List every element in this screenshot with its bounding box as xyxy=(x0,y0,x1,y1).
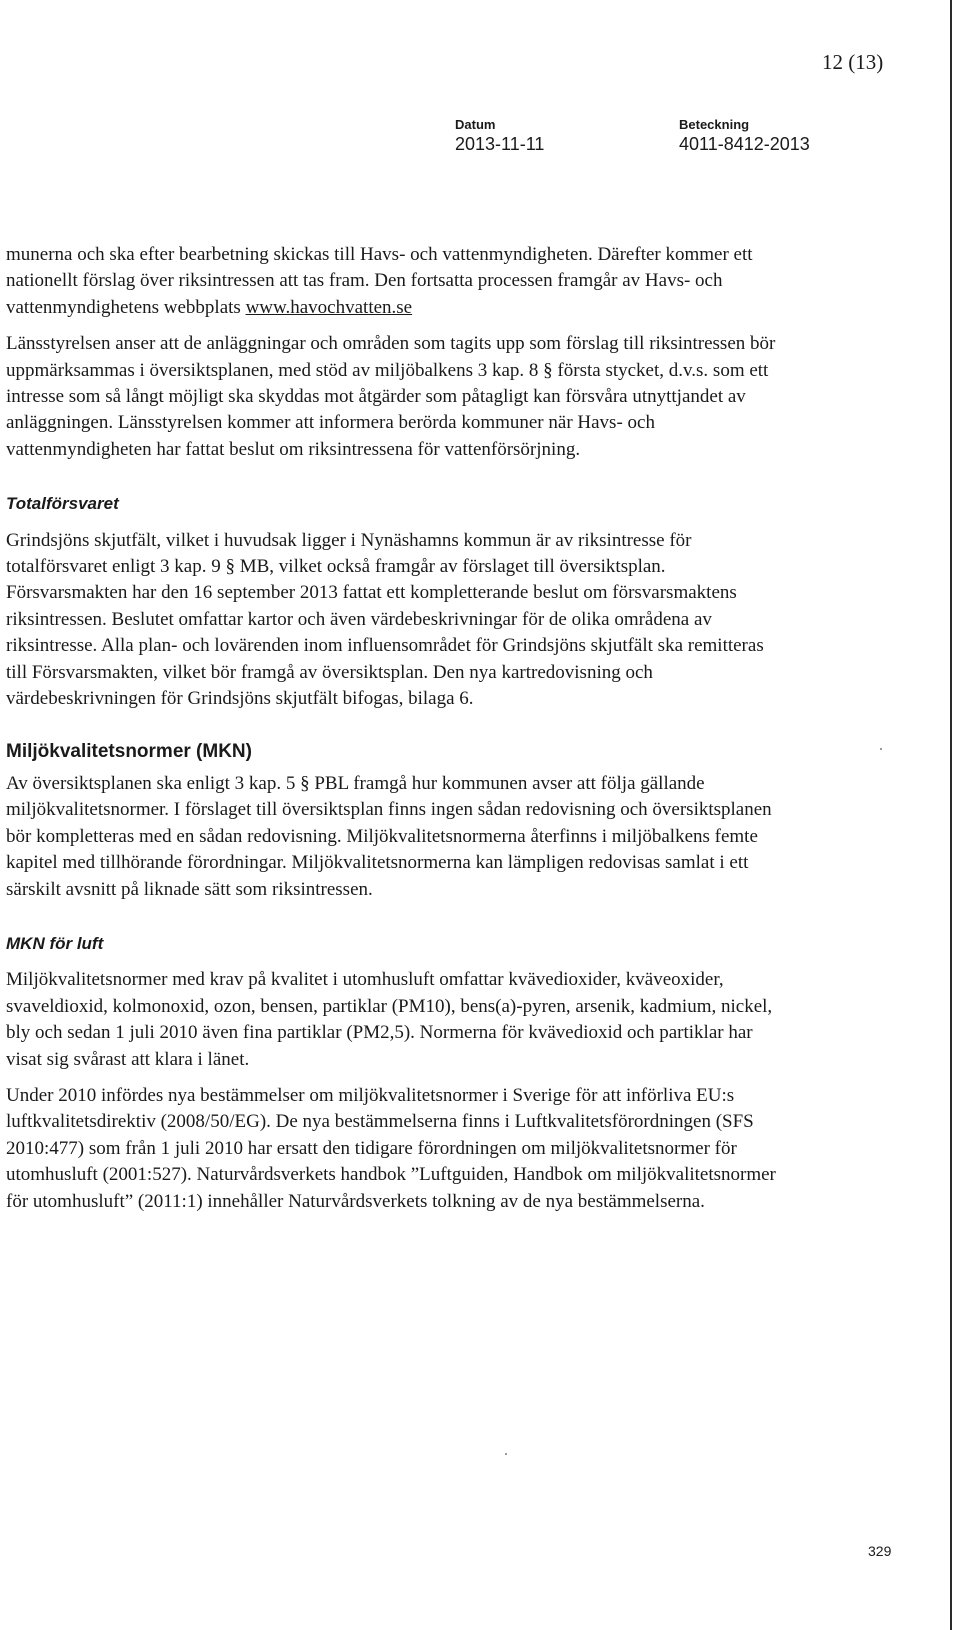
reference-label: Beteckning xyxy=(679,117,750,132)
scan-speck xyxy=(505,1453,507,1455)
heading-totalforsvaret: Totalförsvaret xyxy=(6,494,119,514)
website-link[interactable]: www.havochvatten.se xyxy=(245,296,413,318)
footer-page-number: 329 xyxy=(868,1543,892,1559)
paragraph-lansstyrelsen: Länsstyrelsen anser att de anläggningar och områden som tagits upp som förslag till riksintressen bör uppmärksammas i översiktsplanen, med stöd av miljöbalkens 3 kap. 8 § första stycket, d.v.s. som ett intresse som så långt möjligt ska skyddas mot åtgärder som påtagligt kan försvåra utnyttjandet av anläggningen. Länsstyrelsen kommer att informera berörda kommuner när Havs- och vattenmyndigheten har fattat beslut om riksintressena för vattenförsörjning. xyxy=(6,333,776,460)
page-number: 12 (13) xyxy=(822,50,884,74)
reference-block xyxy=(679,117,810,155)
document-body xyxy=(6,242,786,1225)
date-value: 2013-11-11 xyxy=(455,134,545,154)
page-edge-line xyxy=(950,0,952,1630)
date-block xyxy=(455,117,544,155)
paragraph-text: munerna och ska efter bearbetning skickas till Havs- och vattenmyndigheten. Därefter kommer ett nationellt förslag över riksintressen att tas fram. Den fortsatta processen framgår av Havs- och vattenmyndighetens webbplats xyxy=(6,244,753,318)
date-label: Datum xyxy=(455,117,496,132)
paragraph-mkn-luft: Miljökvalitetsnormer med krav på kvalitet i utomhusluft omfattar kvävedioxider, kväveoxider, svaveldioxid, kolmonoxid, ozon, bensen, partiklar (PM10), bens(a)-pyren, arsenik, kadmium, nickel, bly och sedan 1 juli 2010 även fina partiklar (PM2,5). Normerna för kvävedioxid och partiklar har visat sig svårast att klara i länet. xyxy=(6,969,773,1070)
heading-miljokvalitetsnormer: Miljökvalitetsnormer (MKN) xyxy=(6,740,252,762)
scan-speck xyxy=(880,748,882,750)
reference-value: 4011-8412-2013 xyxy=(679,134,810,154)
paragraph-luftkvalitet: Under 2010 infördes nya bestämmelser om miljökvalitetsnormer i Sverige för att införliva EU:s luftkvalitetsdirektiv (2008/50/EG). De nya bestämmelserna finns i Luftkvalitetsförordningen (SFS 2010:477) som från 1 juli 2010 har ersatt den tidigare förordningen om miljökvalitetsnormer för utomhusluft (2001:527). Naturvårdsverkets handbok ”Luftguiden, Handbok om miljökvalitetsnormer för utomhusluft” (2011:1) innehåller Naturvårdsverkets tolkning av de nya bestämmelserna. xyxy=(6,1084,776,1212)
paragraph-havs-vatten xyxy=(6,242,786,321)
paragraph-mkn: Av översiktsplanen ska enligt 3 kap. 5 § PBL framgå hur kommunen avser att följa gällande miljökvalitetsnormer. I förslaget till översiktsplan finns ingen sådan redovisning och översiktsplanen bör kompletteras med en sådan redovisning. Miljökvalitetsnormerna återfinns i miljöbalkens femte kapitel med tillhörande förordningar. Miljökvalitetsnormerna kan lämpligen redovisas samlat i ett särskilt avsnitt på liknade sätt som riksintressen. xyxy=(6,772,772,900)
heading-mkn-luft: MKN för luft xyxy=(6,933,104,953)
paragraph-grindsjon: Grindsjöns skjutfält, vilket i huvudsak ligger i Nynäshamns kommun är av riksintresse för totalförsvaret enligt 3 kap. 9 § MB, vilket också framgår av förslaget till översiktsplan. Försvarsmakten har den 16 september 2013 fattat ett kompletterande beslut om försvarsmaktens riksintressen. Beslutet omfattar kartor och även värdebeskrivningar för de olika områdena av riksintresse. Alla plan- och lovärenden inom influensområdet för Grindsjöns skjutfält ska remitteras till Försvarsmakten, vilket bör framgå av översiktsplan. Den nya kartredovisning och värdebeskrivningen för Grindsjöns skjutfält bifogas, bilaga 6. xyxy=(6,529,764,710)
